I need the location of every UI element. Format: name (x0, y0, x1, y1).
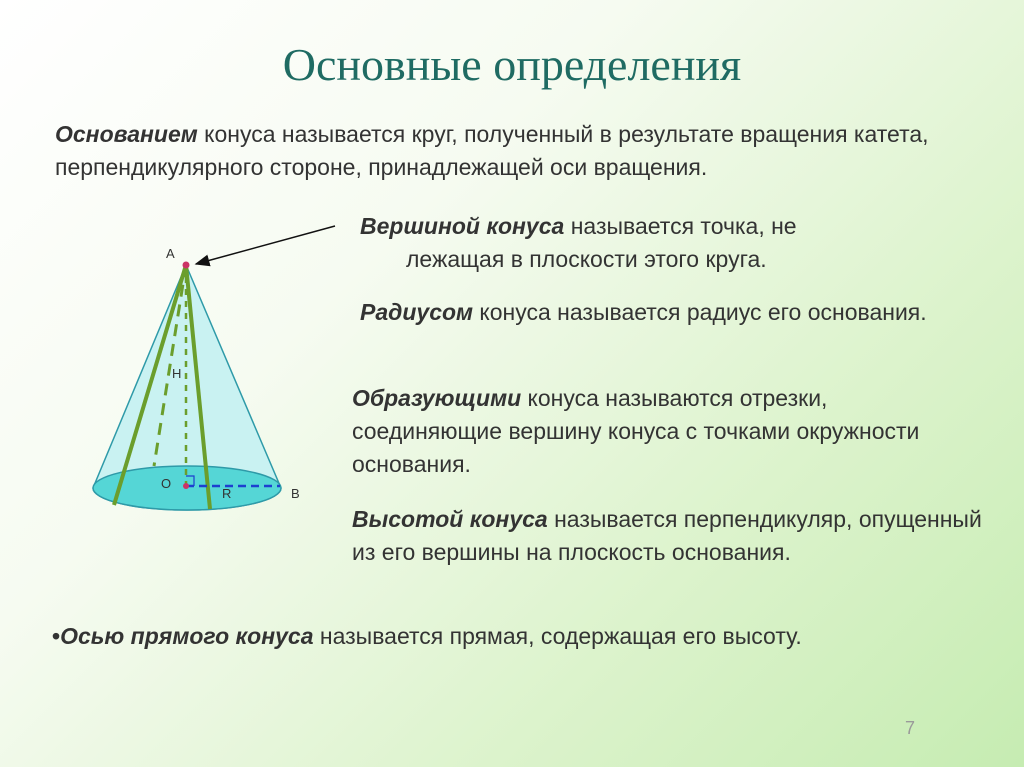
definition-height-text: называется перпендикуляр, опущенный из его вершины на плоскость основания. (352, 506, 982, 565)
arrow-to-apex (196, 226, 335, 264)
slide-title: Основные определения (282, 39, 742, 90)
definition-axis-text: называется прямая, содержащая его высоту. (313, 623, 802, 649)
label-height: H (172, 366, 182, 381)
label-radius: R (222, 486, 232, 501)
term-axis: Осью прямого конуса (60, 623, 314, 649)
term-base: Основанием (55, 121, 198, 147)
term-height: Высотой конуса (352, 506, 548, 532)
center-point (183, 483, 189, 489)
definition-generators-text: конуса называются отрезки, соединяющие вершину конуса с точками окружности основания. (352, 385, 920, 477)
definition-apex-text: называется точка, не (564, 213, 797, 239)
label-point-b: B (291, 486, 300, 501)
label-apex: A (166, 246, 175, 261)
definition-apex-text-line2: лежащая в плоскости этого круга. (406, 246, 767, 272)
bullet-icon: • (52, 623, 61, 649)
term-apex: Вершиной конуса (360, 213, 565, 239)
apex-point (183, 262, 190, 269)
label-center: O (161, 476, 172, 491)
definition-radius-text: конуса называется радиус его основания. (473, 299, 927, 325)
term-radius: Радиусом (360, 299, 474, 325)
definition-base-text: конуса называется круг, полученный в результате вращения катета, перпендикулярного стороне, принадлежащей оси вращения. (55, 121, 929, 180)
term-generators: Образующими (352, 385, 522, 411)
page-number: 7 (905, 718, 916, 738)
